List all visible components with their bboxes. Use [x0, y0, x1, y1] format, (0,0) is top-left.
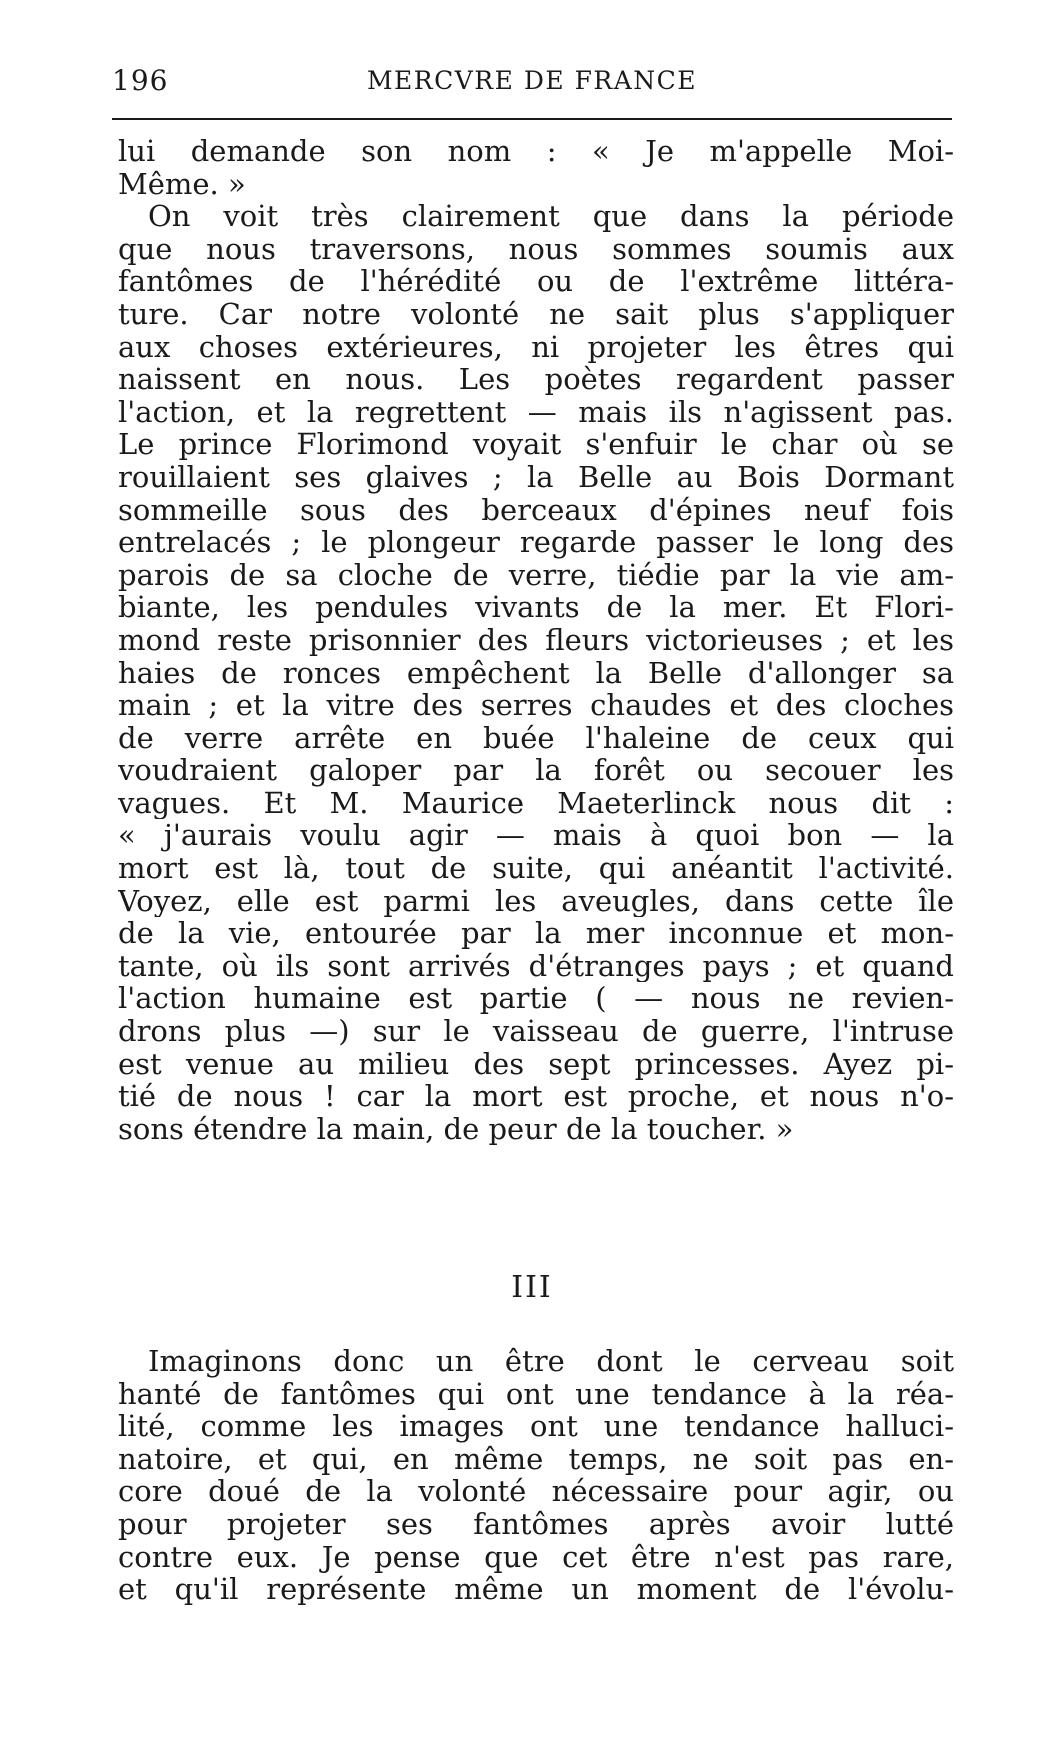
text-line: mort est là, tout de suite, qui anéantit l'activité. — [118, 852, 954, 885]
text-line: main ; et la vitre des serres chaudes et des cloches — [118, 689, 954, 722]
text-line: haies de ronces empêchent la Belle d'allonger sa — [118, 656, 954, 690]
text-line: contre eux. Je pense que cet être n'est pas rare, — [118, 1540, 954, 1574]
text-line: vagues. Et M. Maurice Maeterlinck nous dit : — [118, 786, 954, 820]
text-line: mond reste prisonnier des fleurs victorieuses ; et les — [118, 623, 954, 657]
text-line: hanté de fantômes qui ont une tendance à la réa- — [118, 1377, 954, 1411]
text-line: naissent en nous. Les poètes regardent passer — [118, 363, 954, 396]
text-line: entrelacés ; le plongeur regarde passer le long des — [118, 526, 954, 559]
text-line: de la vie, entourée par la mer inconnue et mon- — [118, 917, 954, 950]
text-line: Même. » — [118, 167, 246, 201]
text-line: tante, où ils sont arrivés d'étranges pays ; et quand — [118, 949, 954, 983]
text-line: et qu'il représente même un moment de l'évolu- — [118, 1573, 954, 1606]
text-line: biante, les pendules vivants de la mer. Et Flori- — [118, 591, 954, 624]
page-number: 196 — [112, 64, 169, 97]
text-line: voudraient galoper par la forêt ou secouer les — [118, 754, 954, 787]
section-heading: III — [511, 1270, 553, 1305]
body-text-upper — [118, 135, 954, 1145]
text-line: tié de nous ! car la mort est proche, et nous n'o- — [118, 1080, 954, 1113]
text-line: On voit très clairement que dans la période — [148, 200, 954, 233]
text-line: que nous traversons, nous sommes soumis aux — [118, 232, 954, 266]
text-line: parois de sa cloche de verre, tiédie par la vie am- — [118, 558, 954, 592]
text-line: pour projeter ses fantômes après avoir lutté — [118, 1507, 954, 1541]
text-line: sommeille sous des berceaux d'épines neuf fois — [118, 493, 954, 527]
text-line: rouillaient ses glaives ; la Belle au Bois Dormant — [118, 460, 954, 494]
text-line: Le prince Florimond voyait s'enfuir le char où se — [118, 428, 954, 461]
text-line: drons plus —) sur le vaisseau de guerre, l'intruse — [118, 1015, 954, 1048]
text-line: core doué de la volonté nécessaire pour agir, ou — [118, 1475, 954, 1508]
text-line: sons étendre la main, de peur de la toucher. » — [118, 1112, 794, 1146]
text-line: l'action, et la regrettent — mais ils n'agissent pas. — [118, 395, 954, 429]
text-line: natoire, et qui, en même temps, ne soit pas en- — [118, 1442, 954, 1476]
text-line: de verre arrête en buée l'haleine de ceux qui — [118, 721, 954, 755]
text-line: Imaginons donc un être dont le cerveau soit — [148, 1345, 954, 1378]
text-line: lité, comme les images ont une tendance halluci- — [118, 1410, 954, 1443]
text-line: fantômes de l'hérédité ou de l'extrême littéra- — [118, 265, 954, 298]
text-line: l'action humaine est partie ( — nous ne revien- — [118, 982, 954, 1016]
running-title: MERCVRE DE FRANCE — [366, 66, 698, 95]
text-line: ture. Car notre volonté ne sait plus s'appliquer — [118, 297, 954, 331]
text-line: lui demande son nom : « Je m'appelle Moi- — [118, 135, 954, 168]
page-header — [112, 64, 952, 104]
header-rule — [112, 118, 952, 120]
text-line: aux choses extérieures, ni projeter les êtres qui — [118, 330, 954, 364]
text-line: « j'aurais voulu agir — mais à quoi bon — la — [118, 819, 954, 853]
text-line: est venue au milieu des sept princesses. Ayez pi- — [118, 1047, 954, 1081]
text-line: Voyez, elle est parmi les aveugles, dans cette île — [118, 884, 954, 918]
body-text-lower — [118, 1345, 954, 1606]
